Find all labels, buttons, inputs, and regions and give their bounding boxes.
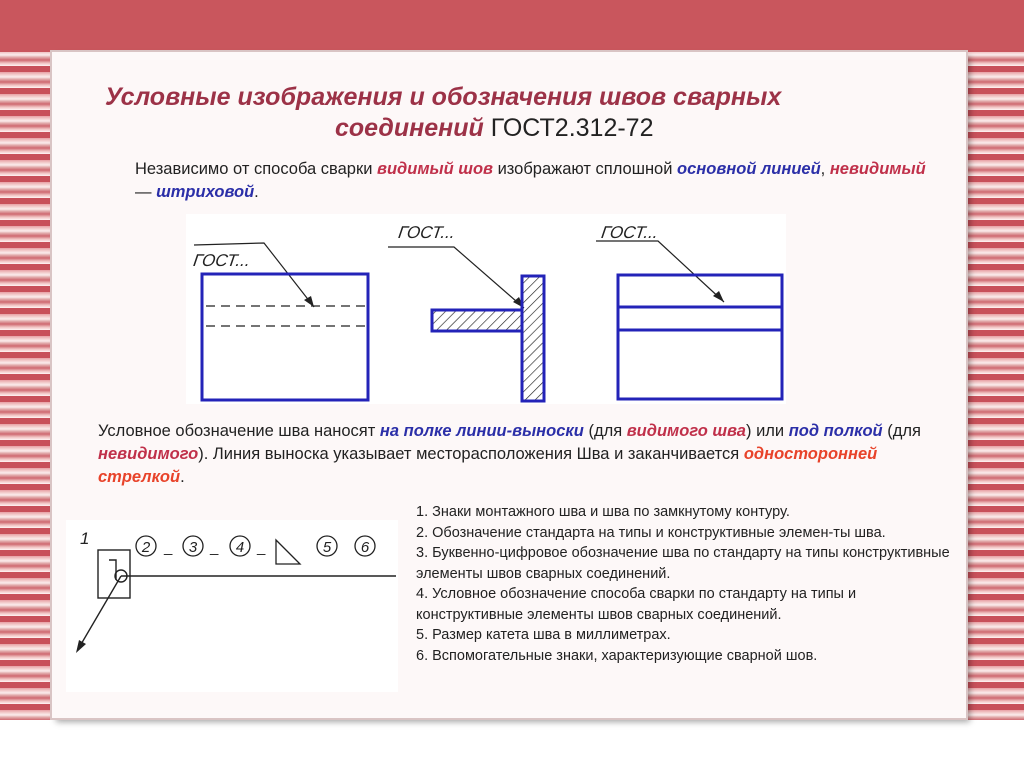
intro-text-3: ,	[820, 160, 830, 178]
plate-rect-3	[618, 275, 782, 399]
top-band	[0, 0, 1024, 52]
bottom-band	[0, 720, 1024, 767]
plate-rect-1	[202, 274, 368, 400]
weld-drawings	[186, 214, 786, 404]
gost-label-3: ГОСТ...	[600, 223, 660, 242]
separator-2: _	[210, 539, 219, 556]
main-line-term: основной линией	[677, 160, 821, 178]
marker-label-6: 6	[360, 539, 370, 556]
on-shelf-term: на полке линии-выноски	[379, 422, 584, 440]
gost-label-1: ГОСТ...	[192, 251, 252, 270]
weld-symbol-svg	[66, 520, 398, 692]
visible-seam-drawing	[596, 223, 782, 399]
legend-item-2: 2. Обозначение стандарта на типы и конструктивные элемен-ты шва.	[416, 524, 886, 541]
invisible-term: невидимый	[829, 160, 926, 178]
marker-label-3: 3	[188, 539, 198, 556]
para2-text-5: ). Линия выноска указывает месторасположения Шва и заканчивается	[198, 445, 744, 463]
marker-label-5: 5	[322, 539, 332, 556]
para2-text-1: Условное обозначение шва наносят	[98, 422, 380, 440]
dashed-term: штриховой	[156, 183, 255, 201]
intro-text-5: .	[254, 183, 259, 201]
marker-label-2: 2	[141, 539, 151, 556]
visible-seam-term: видимый шов	[377, 160, 493, 178]
intro-text-2: изображают сплошной	[493, 160, 678, 178]
title-word: соединений	[335, 114, 484, 142]
leader-number: 1	[80, 529, 90, 548]
vertical-plate-section	[522, 276, 544, 401]
one-sided-arrow-term: односторонней стрелкой	[98, 445, 878, 486]
horizontal-plate-section	[432, 310, 522, 331]
marker-label-4: 4	[235, 539, 245, 556]
visible-seam-term-2: видимого шва	[626, 422, 746, 440]
legend-item-4: 4. Условное обозначение способа сварки по стандарту на типы и конструктивные элементы швов сварных соединений.	[416, 586, 857, 623]
para2-text-6: .	[180, 468, 185, 486]
leader-line-3	[596, 241, 724, 302]
intro-paragraph	[135, 158, 935, 204]
invisible-term-2: невидимого	[98, 445, 199, 463]
separator-1: _	[164, 539, 173, 556]
legend-item-5: 5. Размер катета шва в миллиметрах.	[416, 627, 671, 643]
para2-text-4: (для	[882, 422, 921, 440]
legend-item-3: 3. Буквенно-цифровое обозначение шва по стандарту на типы конструктивные элементы швов сварных соединений.	[416, 545, 950, 582]
para2-text-2: (для	[583, 422, 627, 440]
weld-drawings-svg	[186, 214, 786, 404]
gost-label-2: ГОСТ...	[397, 223, 457, 242]
designation-paragraph	[98, 420, 938, 489]
legend-item-6: 6. Вспомогательные знаки, характеризующие сварной шов.	[416, 647, 818, 664]
arrowhead-1	[304, 296, 314, 307]
intro-text-4: —	[135, 183, 157, 201]
t-joint-drawing	[388, 223, 544, 401]
slide-title-line1: Условные изображения и обозначения швов сварных	[105, 83, 782, 111]
separator-3: _	[257, 539, 266, 556]
slide-title-line2	[335, 113, 654, 144]
weld-symbol-diagram	[66, 520, 398, 692]
legend-list	[416, 502, 956, 666]
invisible-seam-drawing	[192, 243, 368, 400]
leader-line-2	[388, 247, 524, 308]
para2-text-3: ) или	[745, 422, 789, 440]
intro-text-1: Независимо от способа сварки	[135, 160, 377, 178]
under-shelf-term: под полкой	[788, 422, 883, 440]
legend-item-1: 1. Знаки монтажного шва и шва по замкнутому контуру.	[416, 504, 790, 520]
gost-number: ГОСТ2.312-72	[490, 114, 654, 142]
